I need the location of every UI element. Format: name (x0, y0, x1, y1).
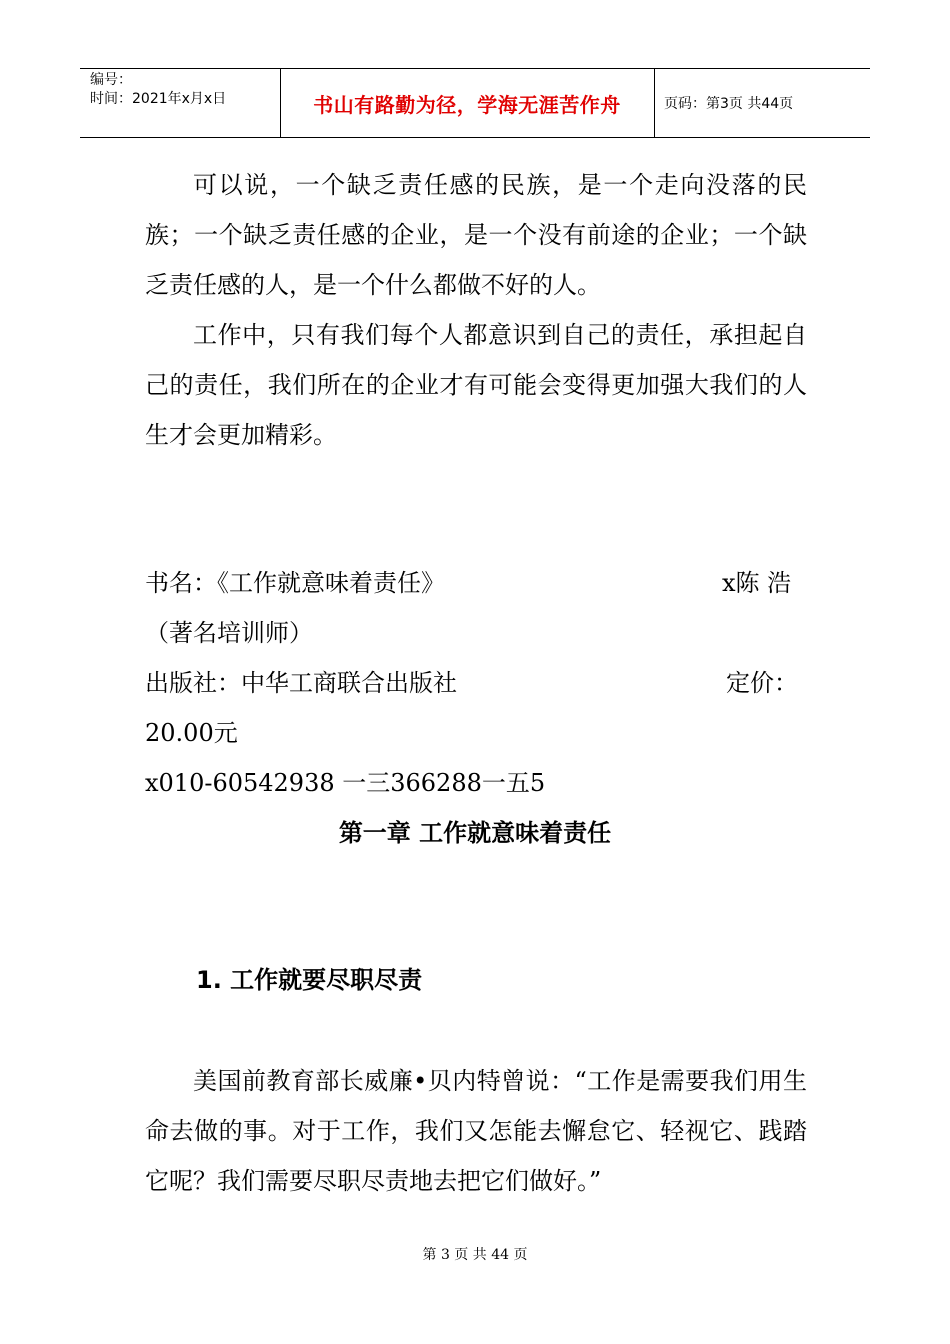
header-motto: 书山有路勤为径，学海无涯苦作舟 (313, 92, 621, 117)
book-title-line: 书名：《工作就意味着责任》 (145, 569, 445, 597)
book-price-value: 20.00元 (145, 719, 238, 747)
section-title: 1. 工作就要尽职尽责 (196, 966, 423, 994)
paragraph: 可以说，一个缺乏责任感的民族，是一个走向没落的民族；一个缺乏责任感的企业，是一个没有前途的企业；一个缺乏责任感的人，是一个什么都做不好的人。 (145, 171, 807, 299)
page-header (80, 68, 870, 138)
book-author: x陈 浩 (722, 569, 792, 597)
number-label: 编号： (90, 72, 132, 88)
header-divider (654, 69, 655, 137)
header-meta (80, 69, 280, 137)
book-price-label: 定价： (726, 669, 798, 697)
book-phone: x010-60542938 一三366288一五5 (145, 769, 546, 797)
time-label: 时间：2021年x月x日 (90, 91, 227, 107)
paragraph: 工作中，只有我们每个人都意识到自己的责任，承担起自己的责任，我们所在的企业才有可能会变得更加强大我们的人生才会更加精彩。 (145, 321, 807, 449)
header-page-info: 页码：第3页 共44页 (664, 96, 794, 112)
page-footer: 第 3 页 共 44 页 (422, 1247, 528, 1263)
book-author-note: （著名培训师） (145, 619, 313, 647)
header-divider (280, 69, 281, 137)
chapter-title: 第一章 工作就意味着责任 (338, 819, 612, 847)
book-publisher: 出版社：中华工商联合出版社 (145, 669, 457, 697)
quote-paragraph: 美国前教育部长威廉•贝内特曾说：“工作是需要我们用生命去做的事。对于工作，我们又怎能去懈怠它、轻视它、践踏它呢？我们需要尽职尽责地去把它们做好。” (145, 1067, 807, 1195)
